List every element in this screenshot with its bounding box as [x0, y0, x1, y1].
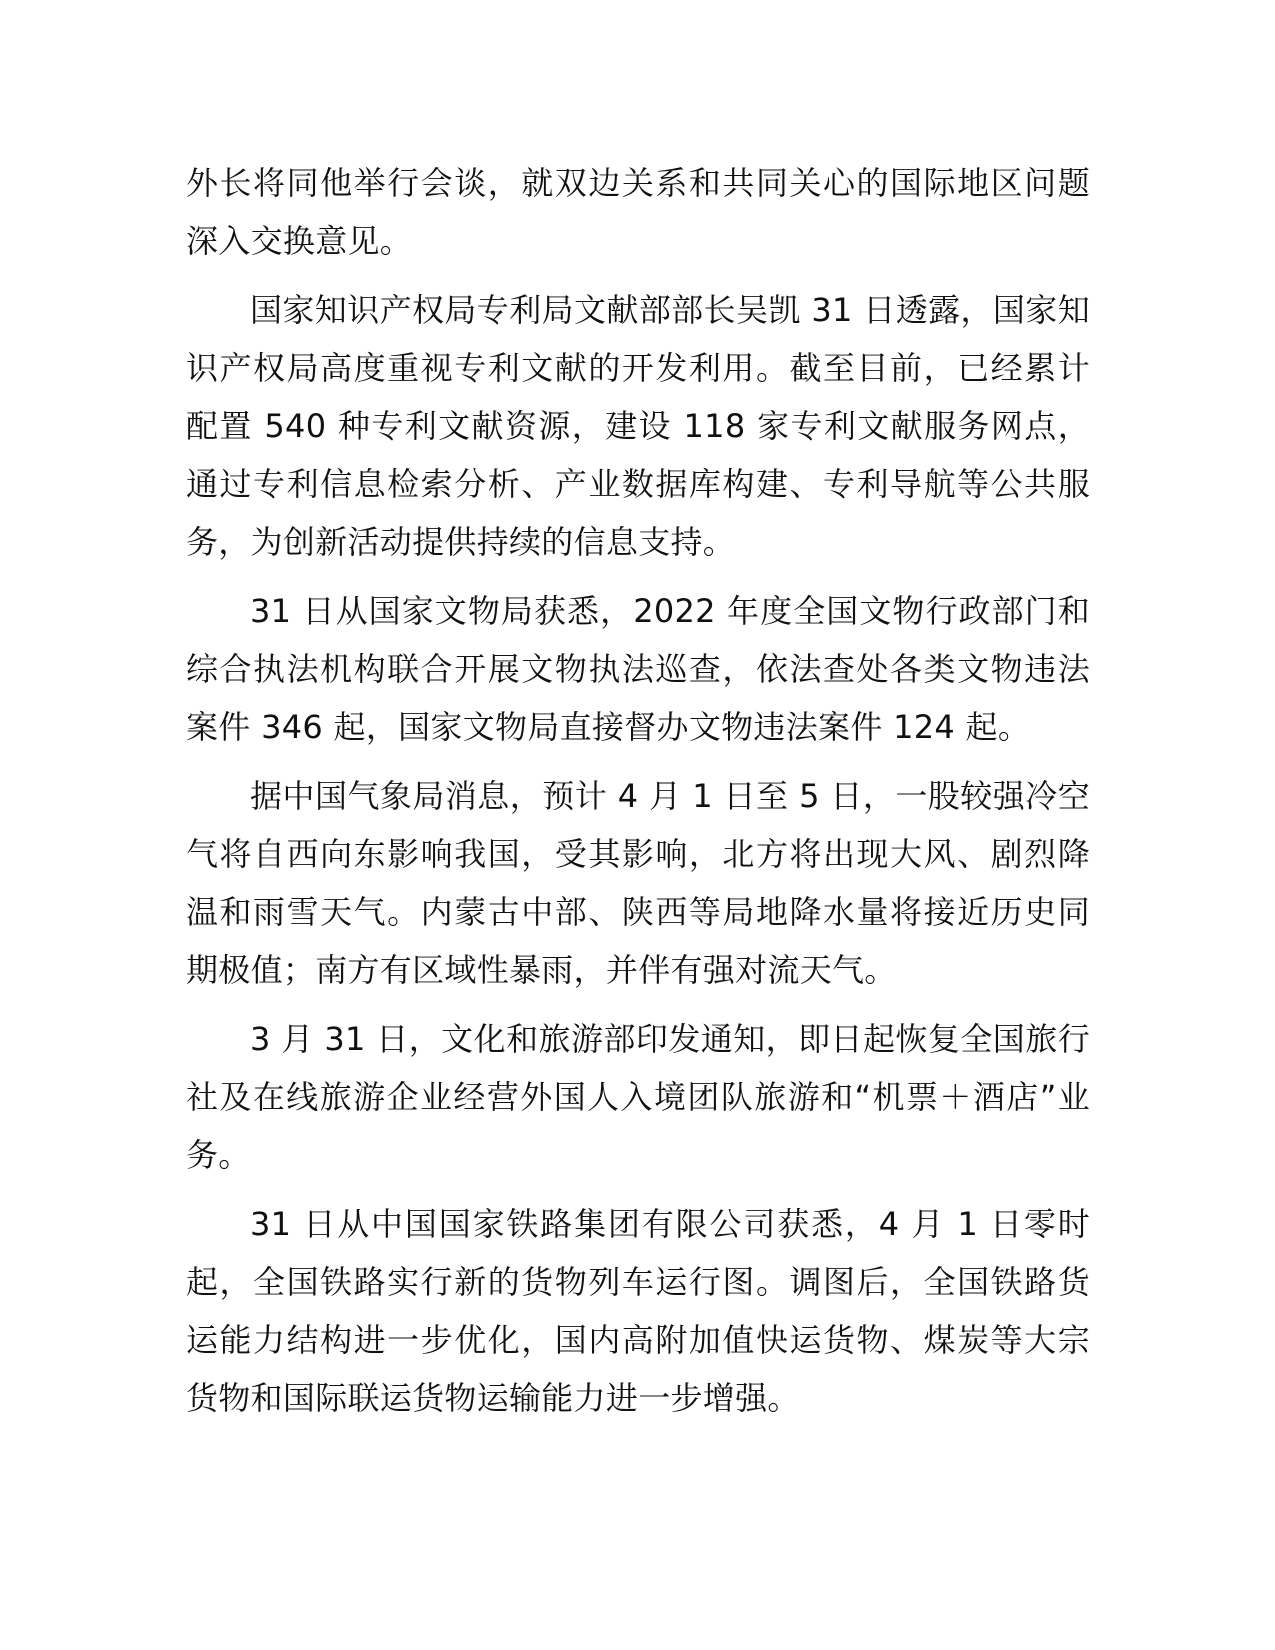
paragraph-continuation: 外长将同他举行会谈，就双边关系和共同关心的国际地区问题深入交换意见。 — [186, 164, 1090, 260]
paragraph-patent-literature: 国家知识产权局专利局文献部部长吴凯 31 日透露，国家知识产权局高度重视专利文献的开发利用。截至目前，已经累计配置 540 种专利文献资源，建设 118 家专利文献服务网点，通过专利信息检索分析、产业数据库构建、专利导航等公共服务，为创新活动提供持续的信息支持。 — [186, 291, 1090, 561]
paragraph-tourism: 3 月 31 日，文化和旅游部印发通知，即日起恢复全国旅行社及在线旅游企业经营外国人入境团队旅游和“机票＋酒店”业务。 — [186, 1020, 1090, 1174]
paragraph-cultural-relics: 31 日从国家文物局获悉，2022 年度全国文物行政部门和综合执法机构联合开展文物执法巡查，依法查处各类文物违法案件 346 起，国家文物局直接督办文物违法案件 124 起。 — [186, 592, 1090, 746]
paragraph-railway: 31 日从中国国家铁路集团有限公司获悉，4 月 1 日零时起，全国铁路实行新的货物列车运行图。调图后，全国铁路货运能力结构进一步优化，国内高附加值快运货物、煤炭等大宗货物和国际联运货物运输能力进一步增强。 — [186, 1205, 1090, 1417]
paragraph-weather: 据中国气象局消息，预计 4 月 1 日至 5 日，一股较强冷空气将自西向东影响我国，受其影响，北方将出现大风、剧烈降温和雨雪天气。内蒙古中部、陕西等局地降水量将接近历史同期极值；南方有区域性暴雨，并伴有强对流天气。 — [186, 777, 1090, 989]
document-body — [186, 154, 1090, 1438]
